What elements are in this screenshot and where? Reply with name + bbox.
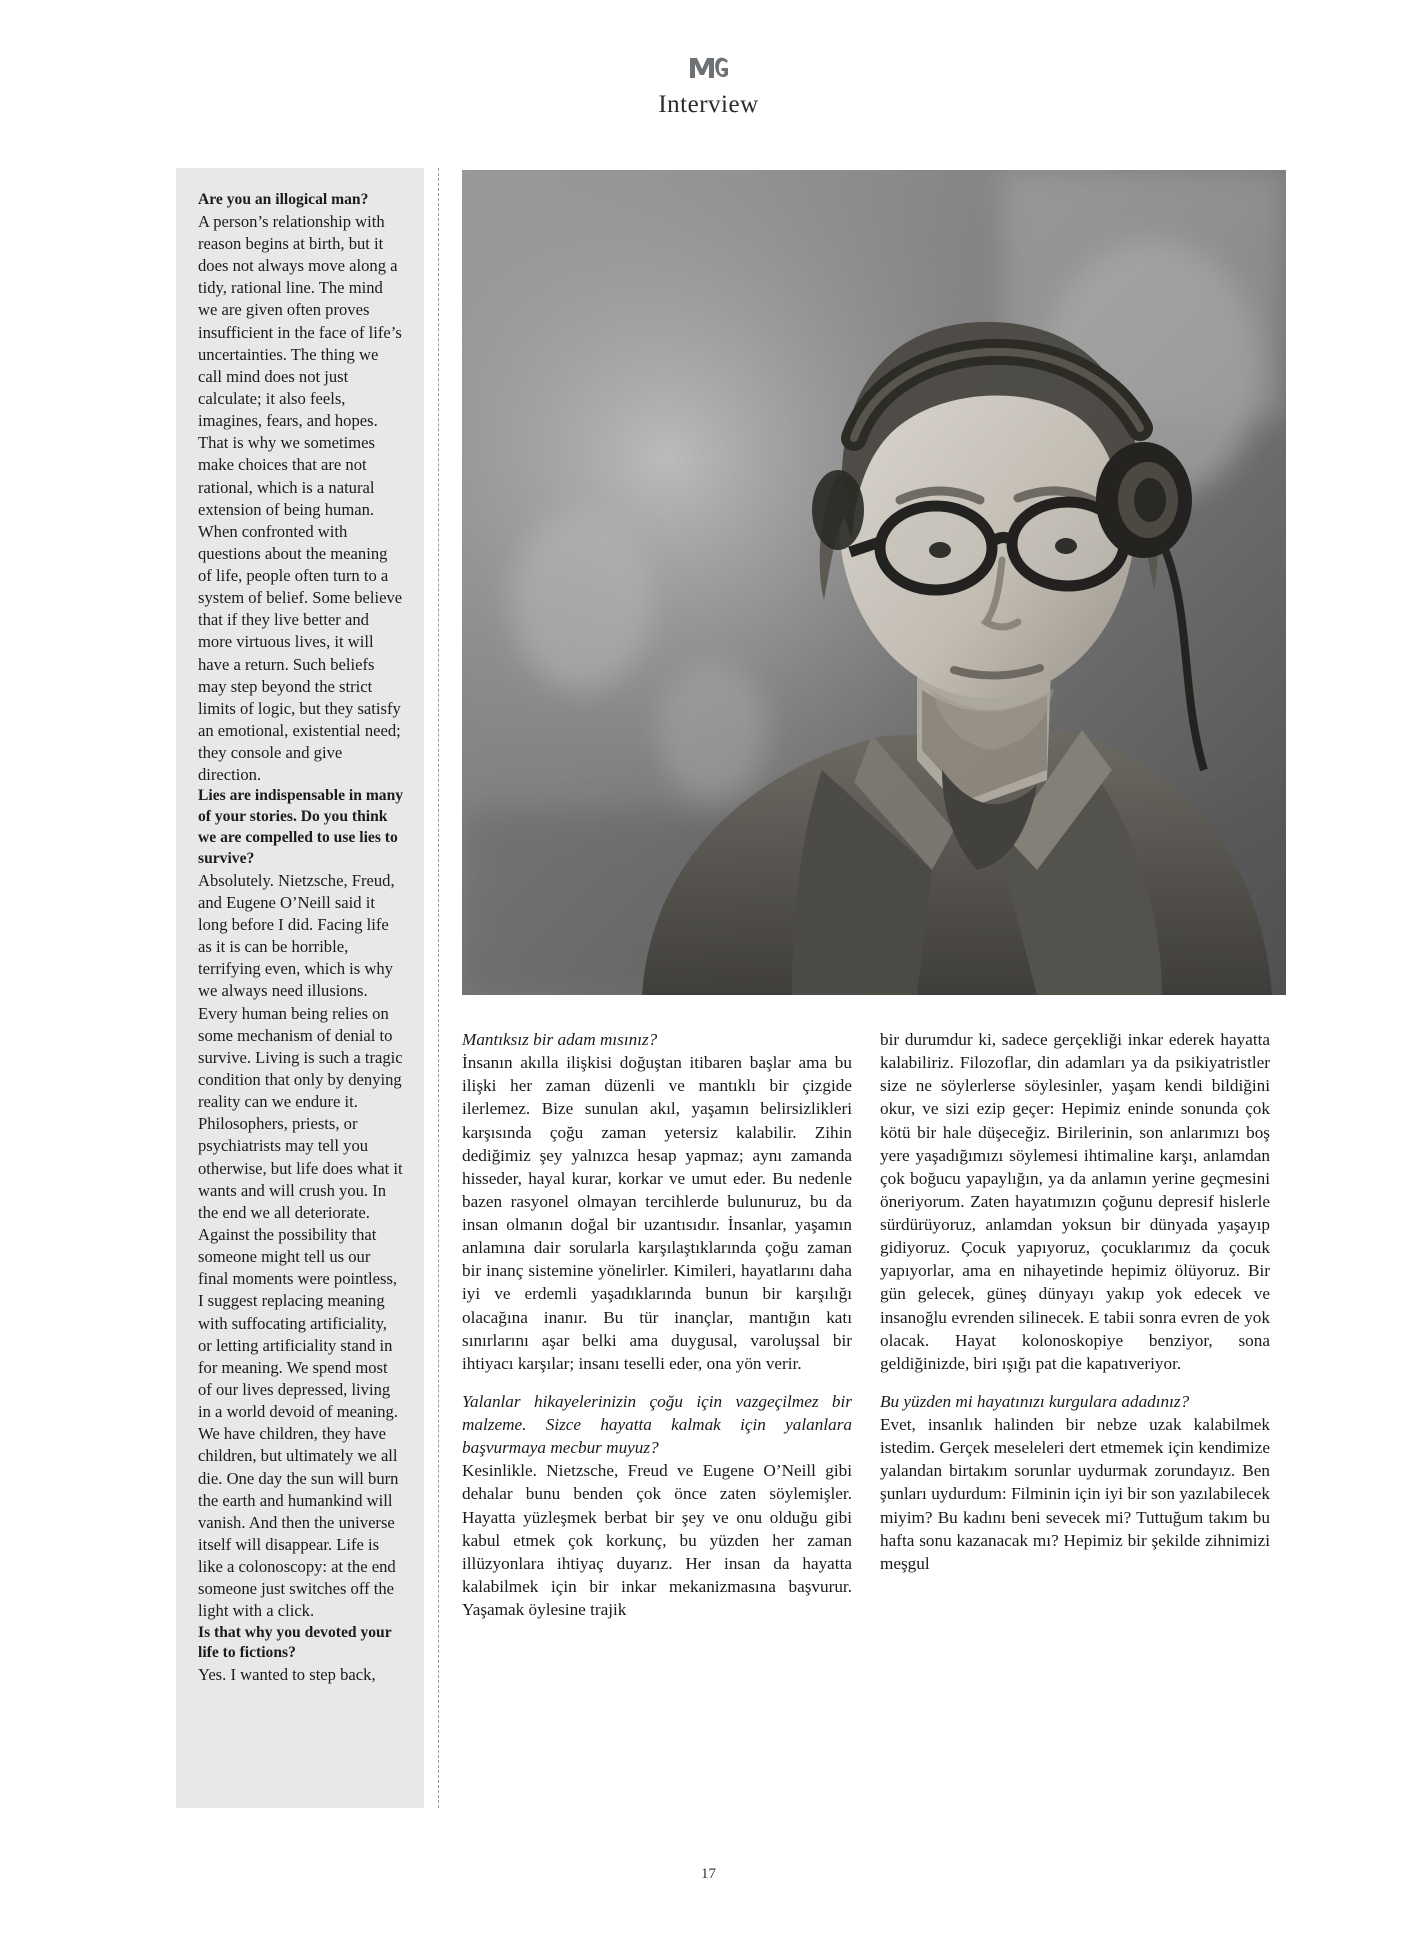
mid-question-2: Yalanlar hikayelerinizin çoğu için vazgeçilmez bir malzeme. Sizce hayatta kalmak için yalanlara başvurmaya mecbur muyuz? [462,1391,852,1458]
mid-answer-1: İnsanın akılla ilişkisi doğuştan itibaren başlar ama bu ilişki her zaman düzenli ve mantıklı bir çizgide ilerlemez. Bize sunulan akıl, yaşamın belirsizlikleri karşısında çoğu zaman yetersiz kalabilir. Zihin dediğimiz şey yalnızca hesap yapmaz; aynı zamanda hisseder, hayal kurar, korkar ve umut eder. Bu nedenle bazen rasyonel olmayan tercihlerde bulunuruz, bu da insan olmanın doğal bir uzantısıdır. İnsanlar, yaşamın anlamına dair sorularla karşılaştıklarında çoğu zaman bir inanç sistemine yönelirler. Kimileri, hayatlarını daha iyi ve erdemli yaşadıklarında bunun bir karşılığı olacağına inanır. Bu tür inançlar, mantığın katı sınırlarını aşar belki ama duygusal, varoluşsal bir ihtiyacı karşılar; insanı teselli eder, ona yön verir. [462,1053,852,1373]
mid-answer-2: Kesinlikle. Nietzsche, Freud ve Eugene O’Neill gibi dehalar bunu benden çok önce zaten söylemişler. Hayatta yüzleşmek berbat bir şey ve onu olduğu gibi kabul etmek çok korkunç, bu yüzden her zaman illüzyonlara ihtiyaç duyarız. Her insan da hayatta kalabilmek için bir inkar mekanizmasına başvurur. Yaşamak öylesine trajik [462,1461,852,1619]
masthead [0,52,1417,119]
sidebar-question-1: Are you an illogical man? [198,191,369,208]
body-column-right [880,1028,1270,1575]
portrait-photo [462,170,1286,995]
right-answer-2: Evet, insanlık halinden bir nebze uzak kalabilmek istedim. Gerçek meseleleri dert etmemek için kendimize yalandan birtakım sorunlar uydurmak zorundayız. Ben şunları uydurdum: Filminin için iyi bir son yazılabilecek miyim? Bu kadını beni sevecek mi? Tuttuğum takım bu hafta sonu kazanacak mı? Hepimiz bir şekilde zihnimizi meşgul [880,1415,1270,1573]
sidebar-english-interview [176,168,424,1808]
sidebar-answer-1: A person’s relationship with reason begins at birth, but it does not always move along a tidy, rational line. The mind we are given often proves insufficient in the face of life’s uncertainties. The thing we call mind does not just calculate; it also feels, imagines, fears, and hopes. That is why we sometimes make choices that are not rational, which is a natural extension of being human. When confronted with questions about the meaning of life, people often turn to a system of belief. Some believe that if they live better and more virtuous lives, it will have a return. Such beliefs may step beyond the strict limits of logic, but they satisfy an emotional, existential need; they console and give direction. [198,211,403,785]
sidebar-answer-2: Absolutely. Nietzsche, Freud, and Eugene O’Neill said it long before I did. Facing life as it is can be horrible, terrifying even, which is why we always need illusions. Every human being relies on some mechanism of denial to survive. Living is such a tragic condition that only by denying reality can we endure it. Philosophers, priests, or psychiatrists may tell you otherwise, but life does what it wants and will crush you. In the end we all deteriorate. Against the possibility that someone might tell us our final moments were pointless, I suggest replacing meaning with suffocating artificiality, or letting artificiality stand in for meaning. We spend most of our lives depressed, living in a world devoid of meaning. We have children, they have children, but ultimately we all die. One day the sun will burn the earth and humankind will vanish. And then the universe itself will disappear. Life is like a colonoscopy: at the end someone just switches off the light with a click. [198,870,403,1621]
page-number: 17 [701,1866,716,1882]
section-title: Interview [658,91,759,118]
sidebar-answer-3: Yes. I wanted to step back, [198,1665,376,1685]
sidebar-text-block [198,190,404,1686]
mg-monogram-icon [686,52,732,82]
right-question-1: Bu yüzden mi hayatınızı kurgulara adadınız? [880,1391,1190,1411]
sidebar-question-2: Lies are indispensable in many of your stories. Do you think we are compelled to use lies to survive? [198,787,404,867]
column-divider [438,168,439,1808]
mid-question-1: Mantıksız bir adam mısınız? [462,1030,658,1049]
right-answer-1: bir durumdur ki, sadece gerçekliği inkar ederek hayatta kalabiliriz. Filozoflar, din adamları ya da psikiyatristler size ne söylerlerse söylesinler, yaşam kendi bildiğini okur, ve sizi ezip geçer: Hepimiz eninde sonunda çok kötü bir hale düşeceğiz. Birilerinin, son anlarımızı boş yere yaşadığımızı söylemesi ihtimaline karşı, anlamdan çok boğucu yapaylığın, ya da anlamın yerine geçmesini öneriyorum. Zaten hayatımızın çoğunu depresif hislerle sürdürüyoruz, anlamdan yoksun bir dünyada yaşayıp gidiyoruz. Çocuk yapıyoruz, çocuklarımız da çocuk yapıyorlar, ama en nihayetinde hepimiz ölüyoruz. Bir gün gelecek, güneş dünyayı yakıp yok edecek ve insanoğlu evrenden silinecek. E tabii sonra evren de yok olacak. Hayat kolonoskopiye benziyor, sona geldiğinizde, biri ışığı pat die kapatıveriyor. [880,1030,1270,1373]
sidebar-question-3: Is that why you devoted your life to fictions? [198,1623,392,1662]
body-column-middle [462,1028,852,1621]
